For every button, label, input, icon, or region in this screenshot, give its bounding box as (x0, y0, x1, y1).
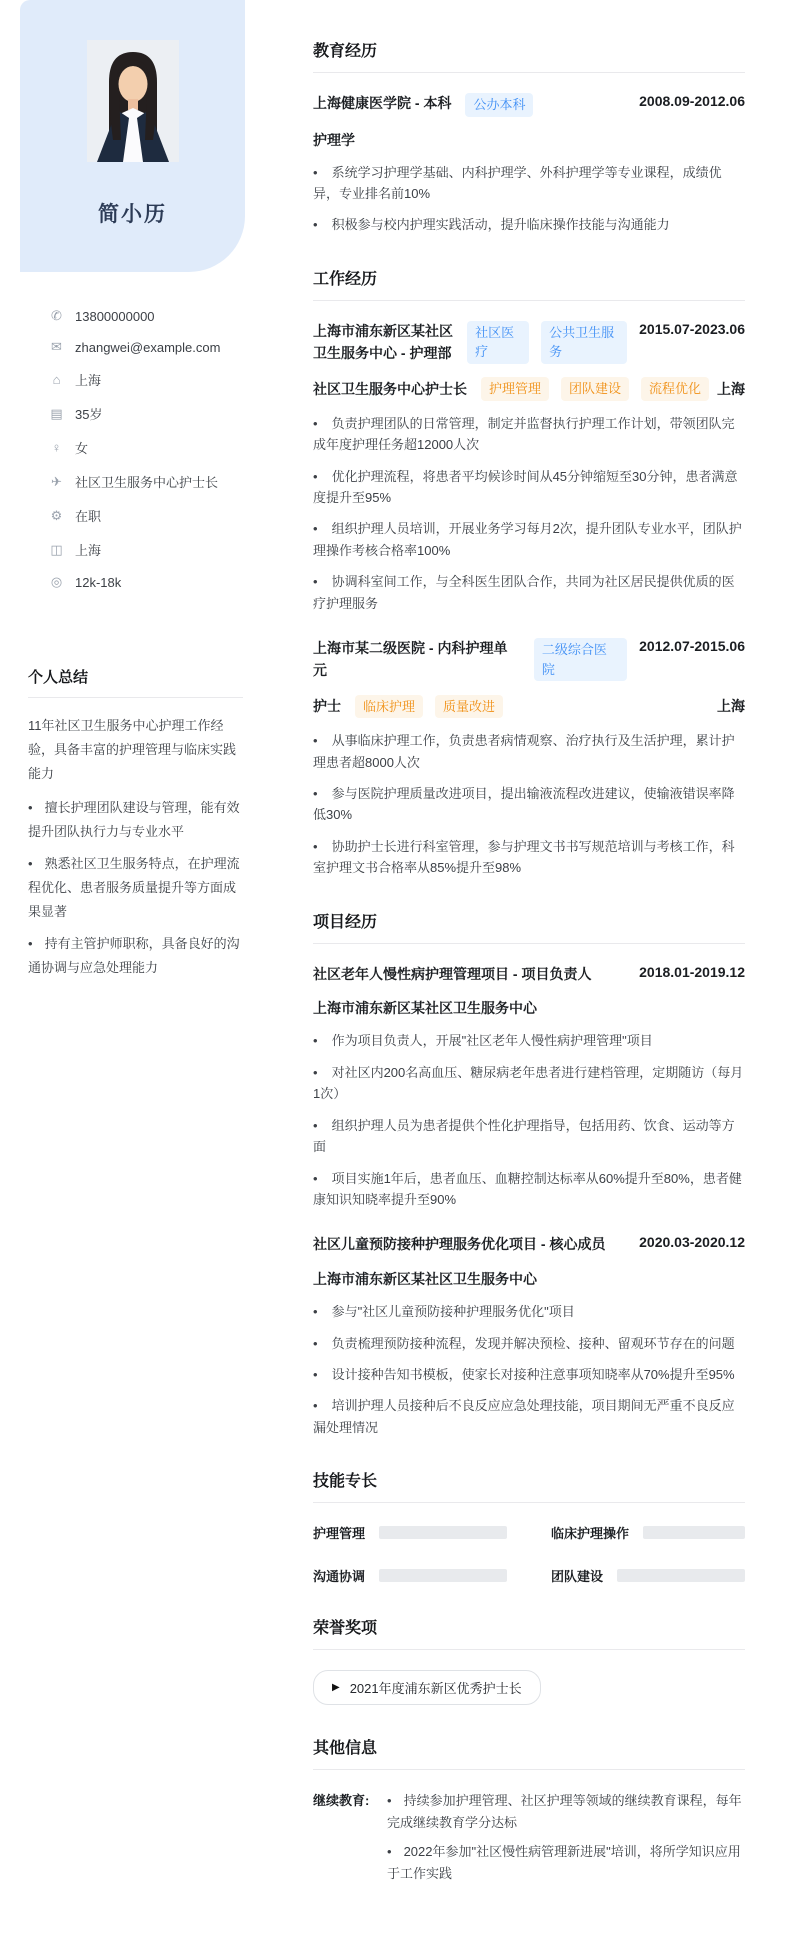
gender-icon: ♀ (51, 440, 62, 455)
skills-section (313, 1468, 745, 1585)
project-entry-head (313, 964, 745, 986)
project-date: 2020.03-2020.12 (639, 1234, 745, 1251)
personal-summary-section (20, 666, 245, 980)
company-name: 上海市浦东新区某社区卫生服务中心 - 护理部 (313, 322, 453, 361)
contact-value: 13800000000 (75, 308, 155, 324)
work-location: 上海 (717, 698, 745, 715)
contact-value: 女 (75, 441, 89, 456)
school-type-tag: 公办本科 (465, 93, 533, 117)
work-entry (313, 638, 745, 879)
skill-tag: 护理管理 (481, 377, 549, 401)
skill-tag: 临床护理 (355, 695, 423, 719)
bullet-item: • 系统学习护理学基础、内科护理学、外科护理学等专业课程，成绩优异，专业排名前10% (313, 162, 745, 205)
project-org: 上海市浦东新区某社区卫生服务中心 (313, 1000, 537, 1017)
project-entry-head (313, 1234, 745, 1256)
education-bullets (313, 162, 745, 236)
skill-row (551, 1566, 745, 1585)
bullet-item: • 积极参与校内护理实践活动，提升临床操作技能与沟通能力 (313, 214, 745, 235)
company-name: 上海市某二级医院 - 内科护理单元 (313, 640, 508, 678)
contact-list (20, 308, 245, 590)
profile-photo (87, 40, 179, 162)
project-date: 2018.01-2019.12 (639, 963, 745, 980)
contact-email (48, 339, 245, 355)
skill-name: 团队建设 (551, 1569, 604, 1585)
bullet-item: • 对社区内200名高血压、糖尿病老年患者进行建档管理，定期随访（每月1次） (313, 1062, 745, 1105)
contact-value: 上海 (75, 373, 102, 388)
contact-value: 社区卫生服务中心护士长 (75, 475, 219, 490)
play-triangle-icon: ▶ (332, 1682, 340, 1694)
skill-tag: 流程优化 (641, 377, 709, 401)
education-date: 2008.09-2012.06 (639, 93, 745, 109)
education-entry (313, 93, 745, 236)
contact-salary (48, 574, 245, 590)
education-section (313, 38, 745, 236)
section-title-projects: 项目经历 (313, 909, 745, 944)
job-status-icon: ⚙ (50, 507, 63, 523)
skill-name: 临床护理操作 (551, 1526, 630, 1542)
contact-job-title (48, 472, 245, 491)
section-title-education: 教育经历 (313, 38, 745, 73)
honor-expand-button[interactable] (313, 1670, 541, 1705)
other-info-row (313, 1790, 745, 1892)
bullet-item: • 2022年参加"社区慢性病管理新进展"培训，将所学知识应用于工作实践 (387, 1841, 745, 1884)
skill-name: 护理管理 (313, 1526, 366, 1542)
other-info-label: 继续教育: (313, 1793, 370, 1809)
work-bullets (313, 730, 745, 879)
contact-value: zhangwei@example.com (75, 339, 221, 355)
sidebar (20, 0, 245, 1922)
skill-row (313, 1566, 507, 1585)
bullet-item: • 设计接种告知书模板，使家长对接种注意事项知晓率从70%提升至95% (313, 1364, 745, 1385)
role-line (313, 377, 745, 401)
skill-tag: 团队建设 (561, 377, 629, 401)
school-name: 上海健康医学院 - 本科 (313, 95, 452, 111)
skill-row (313, 1523, 507, 1542)
bullet-item: • 协调科室间工作，与全科医生团队合作，共同为社区居民提供优质的医疗护理服务 (313, 571, 745, 614)
role-title: 社区卫生服务中心护士长 (313, 380, 467, 397)
bullet-item: • 项目实施1年后，患者血压、血糖控制达标率从60%提升至80%，患者健康知识知晓率提升至90% (313, 1168, 745, 1211)
other-info-bullets (387, 1790, 745, 1892)
contact-work-city (48, 540, 245, 559)
bullet-item: • 持续参加护理管理、社区护理等领域的继续教育课程，每年完成继续教育学分达标 (387, 1790, 745, 1833)
project-bullets (313, 1301, 745, 1438)
salary-icon: ◎ (50, 574, 63, 589)
major-name: 护理学 (313, 131, 355, 148)
bullet-item: • 协助护士长进行科室管理，参与护理文书书写规范培训与考核工作，科室护理文书合格率从85%提升至98% (313, 836, 745, 879)
project-name: 社区老年人慢性病护理管理项目 - 项目负责人 (313, 965, 592, 982)
bullet-item: • 培训护理人员接种后不良反应应急处理技能，项目期间无严重不良反应漏处理情况 (313, 1395, 745, 1438)
industry-tag: 二级综合医院 (534, 638, 627, 681)
skill-row (551, 1523, 745, 1542)
section-title-other: 其他信息 (313, 1735, 745, 1770)
summary-bullets (28, 796, 243, 980)
industry-tag: 公共卫生服务 (541, 321, 627, 364)
bullet-item: • 负责护理团队的日常管理，制定并监督执行护理工作计划，带领团队完成年度护理任务超12000人次 (313, 413, 745, 456)
section-title-work: 工作经历 (313, 266, 745, 301)
skills-grid (313, 1523, 745, 1585)
portrait-illustration (87, 40, 179, 162)
project-name: 社区儿童预防接种护理服务优化项目 - 核心成员 (313, 1236, 606, 1253)
industry-tag: 社区医疗 (467, 321, 529, 364)
bullet-item: • 从事临床护理工作，负责患者病情观察、治疗执行及生活护理，累计护理患者超8000人次 (313, 730, 745, 773)
bullet-item: • 组织护理人员培训，开展业务学习每月2次，提升团队专业水平，团队护理操作考核合格率100% (313, 518, 745, 561)
bullet-item: • 优化护理流程，将患者平均候诊时间从45分钟缩短至30分钟，患者满意度提升至95% (313, 466, 745, 509)
phone-icon: ✆ (51, 308, 62, 323)
bullet-item: • 作为项目负责人，开展"社区老年人慢性病护理管理"项目 (313, 1030, 745, 1051)
section-title-skills: 技能专长 (313, 1468, 745, 1503)
contact-age (48, 404, 245, 423)
project-bullets (313, 1030, 745, 1210)
education-entry-head (313, 93, 745, 117)
profile-block (20, 0, 245, 272)
bullet-item: • 负责梳理预防接种流程，发现并解决预检、接种、留观环节存在的问题 (313, 1333, 745, 1354)
work-entry (313, 321, 745, 614)
summary-intro: 11年社区卫生服务中心护理工作经验，具备丰富的护理管理与临床实践能力 (28, 718, 237, 782)
contact-value: 上海 (75, 543, 102, 558)
role-line (313, 695, 745, 719)
summary-title: 个人总结 (28, 666, 243, 698)
work-location: 上海 (717, 380, 745, 397)
work-date: 2015.07-2023.06 (639, 320, 745, 337)
bullet-item: • 参与"社区儿童预防接种护理服务优化"项目 (313, 1301, 745, 1322)
skill-name: 沟通协调 (313, 1569, 366, 1585)
skill-bar (643, 1526, 745, 1539)
contact-value: 35岁 (75, 407, 103, 422)
contact-phone (48, 308, 245, 324)
email-icon: ✉ (51, 339, 62, 354)
projects-section (313, 909, 745, 1439)
contact-location (48, 370, 245, 389)
skill-tag: 质量改进 (435, 695, 503, 719)
honors-section (313, 1615, 745, 1705)
skill-bar (379, 1569, 507, 1582)
bullet-item: • 参与医院护理质量改进项目，提出输液流程改进建议，使输液错误率降低30% (313, 783, 745, 826)
age-icon: ▤ (50, 405, 63, 421)
section-title-honors: 荣誉奖项 (313, 1615, 745, 1650)
project-entry (313, 964, 745, 1211)
project-entry (313, 1234, 745, 1438)
bullet-item: • 组织护理人员为患者提供个性化护理指导，包括用药、饮食、运动等方面 (313, 1115, 745, 1158)
work-date: 2012.07-2015.06 (639, 638, 745, 655)
skill-bar (617, 1569, 745, 1582)
role-title: 护士 (313, 698, 341, 715)
summary-bullet: • 擅长护理团队建设与管理，能有效提升团队执行力与专业水平 (28, 796, 243, 844)
resume-main (313, 0, 745, 1922)
honor-label: 2021年度浦东新区优秀护士长 (349, 1681, 522, 1697)
contact-value: 在职 (75, 509, 102, 524)
summary-bullet: • 持有主管护师职称，具备良好的沟通协调与应急处理能力 (28, 932, 243, 980)
contact-value: 12k-18k (75, 574, 122, 590)
skill-bar (379, 1526, 507, 1539)
work-bullets (313, 413, 745, 615)
work-city-icon: ◫ (50, 541, 63, 557)
summary-bullet: • 熟悉社区卫生服务特点，在护理流程优化、患者服务质量提升等方面成果显著 (28, 852, 243, 924)
job-title-icon: ✈ (51, 473, 62, 489)
work-entry-head (313, 638, 745, 681)
work-section (313, 266, 745, 879)
contact-gender (48, 438, 245, 457)
other-info-section (313, 1735, 745, 1892)
work-entry-head (313, 321, 745, 364)
project-org: 上海市浦东新区某社区卫生服务中心 (313, 1271, 537, 1288)
candidate-name: 简小历 (98, 203, 167, 226)
location-icon: ⌂ (52, 372, 61, 387)
contact-job-status (48, 506, 245, 525)
